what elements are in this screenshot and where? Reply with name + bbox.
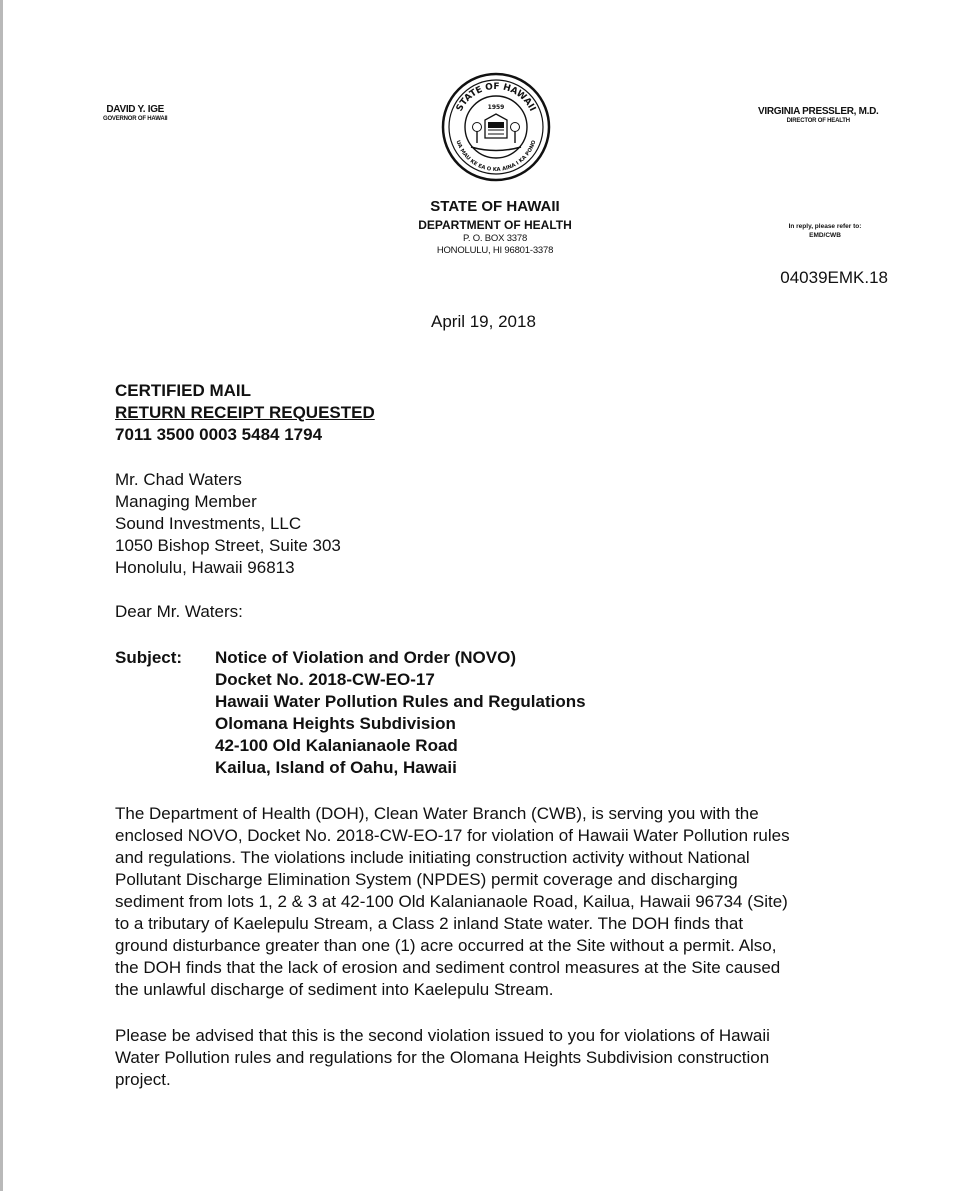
recipient-line: Mr. Chad Waters: [115, 470, 242, 489]
subject-line: Hawaii Water Pollution Rules and Regulations: [215, 692, 586, 711]
page-edge: [0, 0, 3, 1191]
governor-title: GOVERNOR OF HAWAII: [103, 116, 168, 122]
paragraph-line: to a tributary of Kaelepulu Stream, a Class 2 inland State water. The DOH finds that: [115, 914, 744, 933]
director-title: DIRECTOR OF HEALTH: [786, 118, 850, 124]
body-paragraph-1: [115, 803, 895, 1001]
paragraph-line: Water Pollution rules and regulations for the Olomana Heights Subdivision construction: [115, 1048, 770, 1067]
recipient-address: [115, 469, 341, 579]
paragraph-line: the DOH finds that the lack of erosion and sediment control measures at the Site caused: [115, 958, 781, 977]
paragraph-line: sediment from lots 1, 2 & 3 at 42-100 Old Kalanianaole Road, Kailua, Hawaii 96734 (Site): [115, 892, 788, 911]
certified-mail: CERTIFIED MAIL: [115, 381, 251, 400]
reply-line-1: In reply, please refer to:: [788, 223, 862, 230]
paragraph-line: enclosed NOVO, Docket No. 2018-CW-EO-17 for violation of Hawaii Water Pollution rules: [115, 826, 790, 845]
recipient-line: Sound Investments, LLC: [115, 514, 302, 533]
reference-number: 04039EMK.18: [780, 268, 888, 287]
recipient-line: Managing Member: [115, 492, 257, 511]
return-receipt: RETURN RECEIPT REQUESTED: [115, 403, 375, 422]
subject-label: Subject:: [115, 648, 183, 667]
department-block: [380, 198, 610, 256]
recipient-line: 1050 Bishop Street, Suite 303: [115, 536, 341, 555]
body-paragraph-2: [115, 1025, 895, 1091]
svg-text:UA MAU KE EA O KA AINA I KA PO: [455, 139, 538, 173]
city-address: HONOLULU, HI 96801-3378: [436, 245, 554, 256]
subject-lines: [215, 647, 586, 779]
paragraph-line: the unlawful discharge of sediment into Kaelepulu Stream.: [115, 980, 554, 999]
subject-line: 42-100 Old Kalanianaole Road: [215, 736, 458, 755]
letter-date: April 19, 2018: [431, 312, 536, 331]
salutation: Dear Mr. Waters:: [115, 602, 243, 621]
subject-line: Docket No. 2018-CW-EO-17: [215, 670, 435, 689]
reply-reference: [780, 222, 870, 240]
seal-year: 1959: [487, 104, 505, 111]
po-box: P. O. BOX 3378: [462, 233, 528, 244]
mailing-block: [115, 380, 375, 446]
subject-line: Kailua, Island of Oahu, Hawaii: [215, 758, 457, 777]
paragraph-line: project.: [115, 1070, 171, 1089]
director-block: [758, 106, 879, 124]
governor-name: DAVID Y. IGE: [106, 104, 165, 115]
paragraph-line: Please be advised that this is the second violation issued to you for violations of Hawaii: [115, 1026, 770, 1045]
paragraph-line: The Department of Health (DOH), Clean Water Branch (CWB), is serving you with the: [115, 804, 759, 823]
tracking-number: 7011 3500 0003 5484 1794: [115, 425, 323, 444]
subject-line: Notice of Violation and Order (NOVO): [215, 648, 516, 667]
recipient-line: Honolulu, Hawaii 96813: [115, 558, 295, 577]
governor-block: [103, 104, 167, 122]
state-seal-logo: [441, 72, 551, 182]
state-name: STATE OF HAWAII: [430, 198, 560, 215]
reply-line-2: EMD/CWB: [809, 232, 841, 239]
department-name: DEPARTMENT OF HEALTH: [418, 218, 572, 232]
paragraph-line: Pollutant Discharge Elimination System (NPDES) permit coverage and discharging: [115, 870, 738, 889]
paragraph-line: ground disturbance greater than one (1) acre occurred at the Site without a permit. Also,: [115, 936, 777, 955]
seal-motto-text: UA MAU KE EA O KA AINA I KA PONO: [454, 139, 538, 174]
paragraph-line: and regulations. The violations include initiating construction activity without National: [115, 848, 750, 867]
director-name: VIRGINIA PRESSLER, M.D.: [758, 106, 879, 117]
seal-top-text: STATE OF HAWAII: [454, 81, 538, 114]
subject-line: Olomana Heights Subdivision: [215, 714, 456, 733]
